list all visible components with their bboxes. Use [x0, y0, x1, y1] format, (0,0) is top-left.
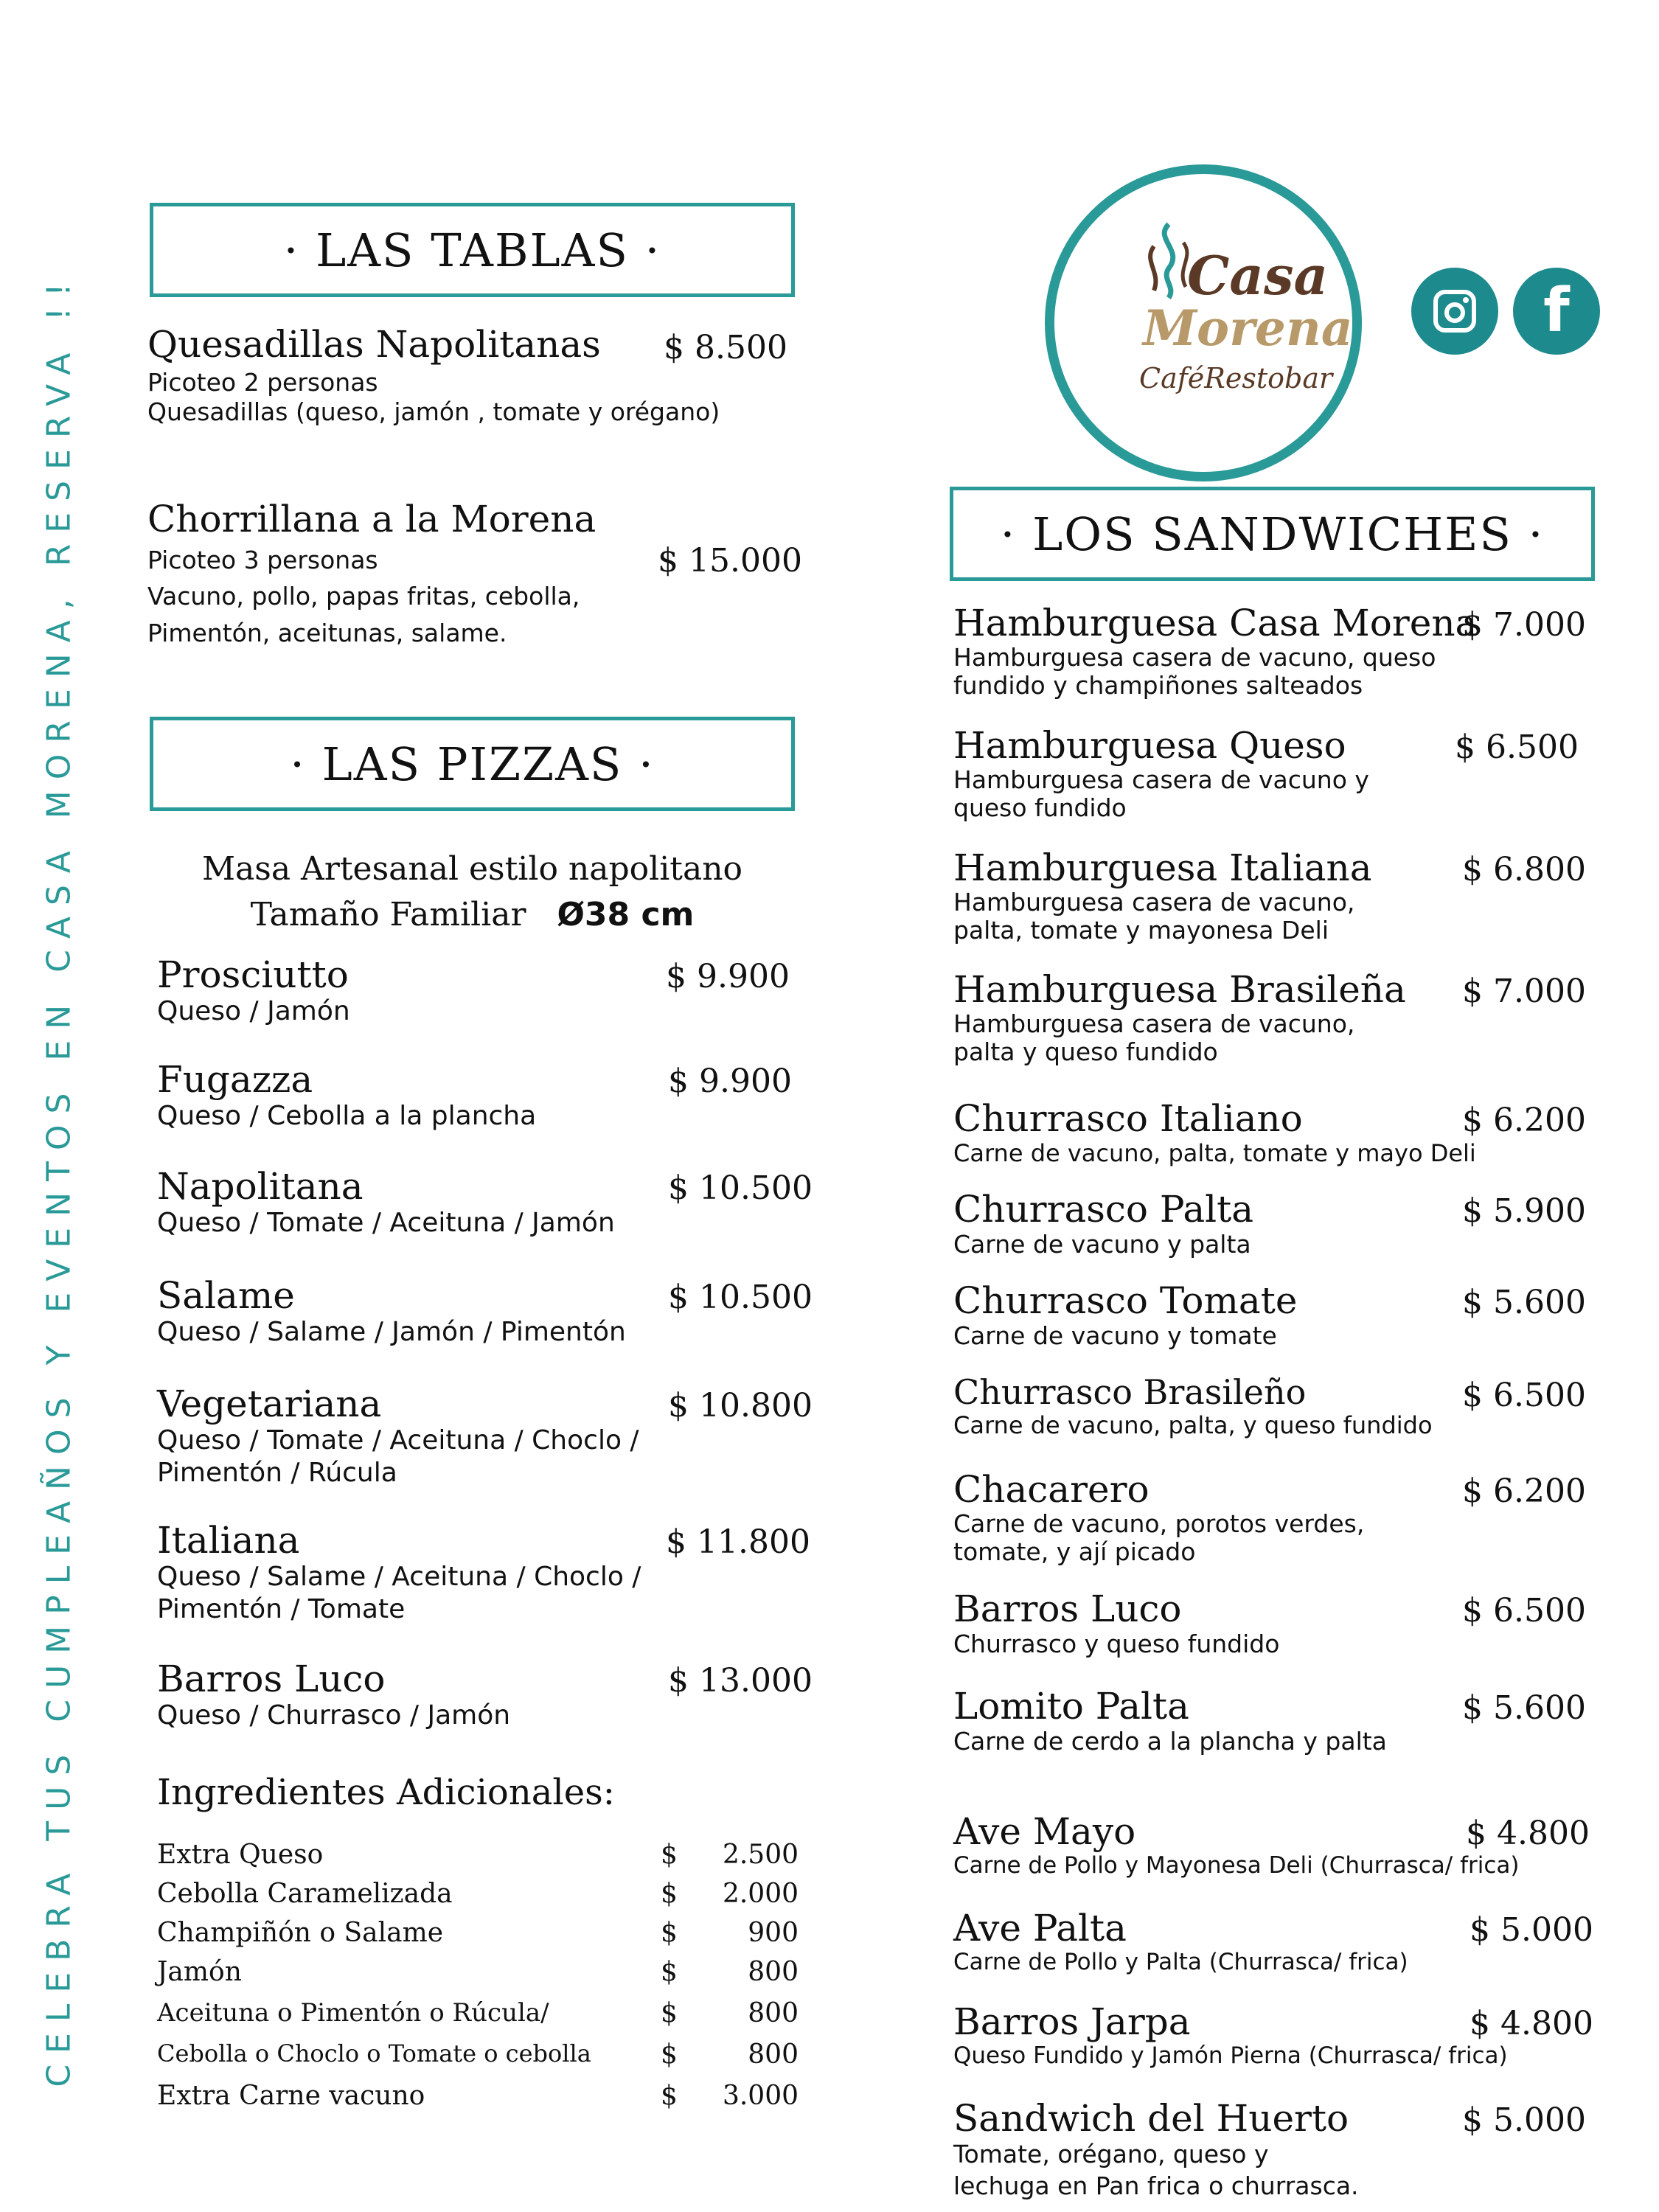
extra-price: 800: [748, 1957, 799, 1987]
item-name: Sandwich del Huerto: [953, 2097, 1349, 2140]
brand-logo: [1045, 164, 1362, 481]
item-description: Carne de vacuno, porotos verdes, tomate, y ají picado: [953, 1509, 1365, 1566]
item-subtitle: Picoteo 3 personas: [147, 546, 378, 574]
item-name: Hamburguesa Queso: [953, 724, 1346, 767]
item-description: Queso Fundido y Jamón Pierna (Churrasca/ frica): [953, 2042, 1508, 2069]
sandwich-item: [953, 1189, 1617, 1259]
item-name: Barros Luco: [157, 1658, 386, 1700]
sandwich-item: [953, 1686, 1617, 1756]
item-description: Quesadillas (queso, jamón , tomate y orégano): [147, 397, 720, 427]
extra-currency: $: [661, 1840, 678, 1870]
item-name: Hamburguesa Brasileña: [953, 968, 1406, 1011]
sandwiches-title: · LOS SANDWICHES ·: [1000, 507, 1545, 561]
extra-currency: $: [661, 1998, 678, 2028]
sandwich-item: [953, 1812, 1617, 1880]
sandwich-item: [953, 848, 1617, 945]
item-name: Hamburguesa Italiana: [953, 846, 1372, 889]
pizza-item: [157, 1384, 821, 1489]
sandwich-item: [953, 970, 1617, 1066]
side-promo-text-container: [7, 192, 111, 2168]
item-description: Carne de vacuno y tomate: [953, 1321, 1277, 1350]
extra-price: 900: [748, 1918, 799, 1948]
sandwich-item: [953, 1470, 1617, 1566]
item-price: $ 7.000: [1462, 973, 1586, 1010]
extra-label: Cebolla Caramelizada: [157, 1879, 453, 1909]
item-price: $ 10.500: [668, 1279, 813, 1316]
item-description: Churrasco y queso fundido: [953, 1630, 1280, 1658]
item-description: Queso / Churrasco / Jamón: [157, 1700, 511, 1731]
item-name: Ave Mayo: [953, 1810, 1136, 1853]
item-description: Carne de vacuno, palta, y queso fundido: [953, 1411, 1433, 1439]
item-description: Hamburguesa casera de vacuno y queso fundido: [953, 765, 1369, 822]
item-name: Ave Palta: [953, 1907, 1127, 1950]
pizza-item: [157, 955, 821, 1028]
item-price: $ 6.500: [1455, 728, 1579, 766]
extra-price: 2.000: [722, 1879, 799, 1909]
sandwiches-header: [950, 487, 1595, 581]
item-name: Quesadillas Napolitanas: [147, 323, 601, 366]
facebook-icon: f: [1543, 276, 1570, 346]
sandwich-item: [953, 1374, 1617, 1440]
item-description: Carne de Pollo y Mayonesa Deli (Churrasca/ frica): [953, 1852, 1520, 1879]
pizza-item: [157, 1060, 821, 1133]
item-description: Vacuno, pollo, papas fritas, cebolla, Pimentón, aceitunas, salame.: [147, 582, 580, 647]
item-price: $ 11.800: [666, 1523, 810, 1561]
instagram-button[interactable]: [1411, 268, 1498, 355]
item-price: $ 5.600: [1462, 1689, 1586, 1727]
item-name: Salame: [157, 1274, 295, 1317]
side-promo-text: CELEBRA TUS CUMPLEAÑOS Y EVENTOS EN CASA MORENA, RESERVA !!: [40, 272, 78, 2087]
item-name: Lomito Palta: [953, 1685, 1189, 1728]
item-price: $ 5.000: [1462, 2101, 1586, 2139]
item-description: Tomate, orégano, queso y lechuga en Pan frica o churrasca.: [953, 2140, 1359, 2200]
extra-label: Extra Queso: [157, 1840, 324, 1870]
item-subtitle: Picoteo 2 personas: [147, 368, 378, 397]
extra-label: Extra Carne vacuno: [157, 2081, 425, 2111]
facebook-button[interactable]: [1513, 268, 1600, 355]
item-name: Napolitana: [157, 1165, 364, 1208]
item-price: $ 7.000: [1462, 606, 1586, 644]
item-description: Queso / Jamón: [157, 996, 350, 1026]
pizza-item: [157, 1166, 821, 1239]
item-name: Italiana: [157, 1519, 300, 1562]
extras-title: Ingredientes Adicionales:: [157, 1772, 615, 1813]
pizza-item: [157, 1276, 821, 1349]
extra-currency: $: [661, 1918, 678, 1948]
item-price: $ 15.000: [658, 542, 802, 580]
item-price: $ 9.900: [668, 1062, 792, 1100]
item-description: Queso / Tomate / Aceituna / Choclo / Pimentón / Rúcula: [157, 1425, 639, 1488]
item-price: $ 5.000: [1470, 1911, 1593, 1949]
pizzas-header: [150, 717, 795, 811]
pizzas-intro-line2: [150, 892, 795, 938]
brand-name-casa: Casa: [1187, 244, 1329, 307]
item-name: Fugazza: [157, 1058, 313, 1101]
sandwich-item: [953, 1281, 1617, 1351]
item-price: $ 9.900: [666, 958, 790, 995]
item-price: $ 4.800: [1466, 1815, 1590, 1852]
item-description: Queso / Cebolla a la plancha: [157, 1101, 537, 1131]
brand-tagline: CaféRestobar: [1139, 362, 1333, 394]
item-name: Churrasco Italiano: [953, 1097, 1303, 1140]
item-name: Churrasco Tomate: [953, 1279, 1298, 1322]
item-name: Churrasco Brasileño: [953, 1372, 1307, 1412]
brand-name-morena: Morena: [1143, 299, 1353, 357]
item-name: Barros Luco: [953, 1587, 1182, 1630]
item-name: Barros Jarpa: [953, 2000, 1191, 2043]
pizzas-title: · LAS PIZZAS ·: [290, 737, 655, 791]
item-name: Churrasco Palta: [953, 1188, 1254, 1231]
item-description: Carne de vacuno, palta, tomate y mayo Deli: [953, 1139, 1476, 1167]
extra-label: Aceituna o Pimentón o Rúcula/: [157, 1998, 549, 2028]
extra-price: 800: [748, 2039, 799, 2070]
item-name: Hamburguesa Casa Morena: [953, 602, 1478, 644]
extra-currency: $: [661, 2081, 678, 2111]
pizzas-size-label: Tamaño Familiar: [250, 895, 526, 933]
extra-price: 2.500: [722, 1840, 799, 1870]
item-price: $ 6.800: [1462, 851, 1586, 888]
sandwich-item: [953, 726, 1617, 822]
item-price: $ 5.600: [1462, 1284, 1586, 1321]
item-description: Hamburguesa casera de vacuno, palta, tomate y mayonesa Deli: [953, 888, 1355, 945]
sandwich-item: [953, 1908, 1617, 1977]
pizza-item: [157, 1520, 821, 1626]
item-name: Vegetariana: [157, 1382, 382, 1425]
item-description: Queso / Salame / Jamón / Pimentón: [157, 1317, 626, 1347]
sandwich-item: [953, 1099, 1617, 1168]
pizzas-intro-line1: Masa Artesanal estilo napolitano: [201, 850, 743, 888]
item-price: $ 4.800: [1470, 2005, 1593, 2042]
item-name: Prosciutto: [157, 953, 349, 996]
item-price: $ 10.500: [668, 1169, 813, 1207]
tablas-header: [150, 203, 795, 297]
item-description: Queso / Salame / Aceituna / Choclo / Pimentón / Tomate: [157, 1562, 641, 1624]
tablas-item: [147, 324, 796, 428]
item-description: Carne de vacuno y palta: [953, 1230, 1251, 1259]
tablas-item: [147, 498, 802, 651]
extra-currency: $: [661, 1879, 678, 1909]
extra-label: Champiñón o Salame: [157, 1918, 444, 1948]
extra-label: Cebolla o Choclo o Tomate o cebolla: [157, 2039, 591, 2067]
item-description: Hamburguesa casera de vacuno, palta y queso fundido: [953, 1009, 1355, 1066]
item-description: Carne de Pollo y Palta (Churrasca/ frica): [953, 1949, 1408, 1975]
item-price: $ 6.200: [1462, 1102, 1586, 1139]
extra-price: 3.000: [722, 2081, 799, 2111]
extra-price: 800: [748, 1998, 799, 2028]
tablas-title: · LAS TABLAS ·: [283, 223, 661, 277]
item-price: $ 13.000: [668, 1662, 813, 1700]
extra-currency: $: [661, 2039, 678, 2070]
sandwich-item: [953, 2002, 1617, 2070]
item-name: Chorrillana a la Morena: [147, 498, 597, 540]
pizzas-size-value: Ø38 cm: [557, 895, 695, 933]
sandwich-item: [953, 2098, 1617, 2202]
instagram-icon: [1431, 288, 1478, 335]
item-price: $ 6.500: [1462, 1592, 1586, 1630]
item-name: Chacarero: [953, 1468, 1150, 1511]
item-price: $ 8.500: [664, 329, 787, 366]
item-description: Hamburguesa casera de vacuno, queso fundido y champiñones salteados: [953, 643, 1436, 700]
extra-label: Jamón: [157, 1957, 242, 1987]
item-price: $ 10.800: [668, 1387, 813, 1425]
extra-currency: $: [661, 1957, 678, 1987]
sandwich-item: [953, 603, 1617, 700]
item-price: $ 6.500: [1462, 1377, 1586, 1414]
sandwich-item: [953, 1589, 1617, 1659]
item-description: Carne de cerdo a la plancha y palta: [953, 1727, 1387, 1756]
item-price: $ 6.200: [1462, 1472, 1586, 1510]
item-description: Queso / Tomate / Aceituna / Jamón: [157, 1208, 615, 1238]
pizza-item: [157, 1659, 821, 1732]
item-price: $ 5.900: [1462, 1192, 1586, 1230]
pizzas-intro: [150, 846, 795, 937]
